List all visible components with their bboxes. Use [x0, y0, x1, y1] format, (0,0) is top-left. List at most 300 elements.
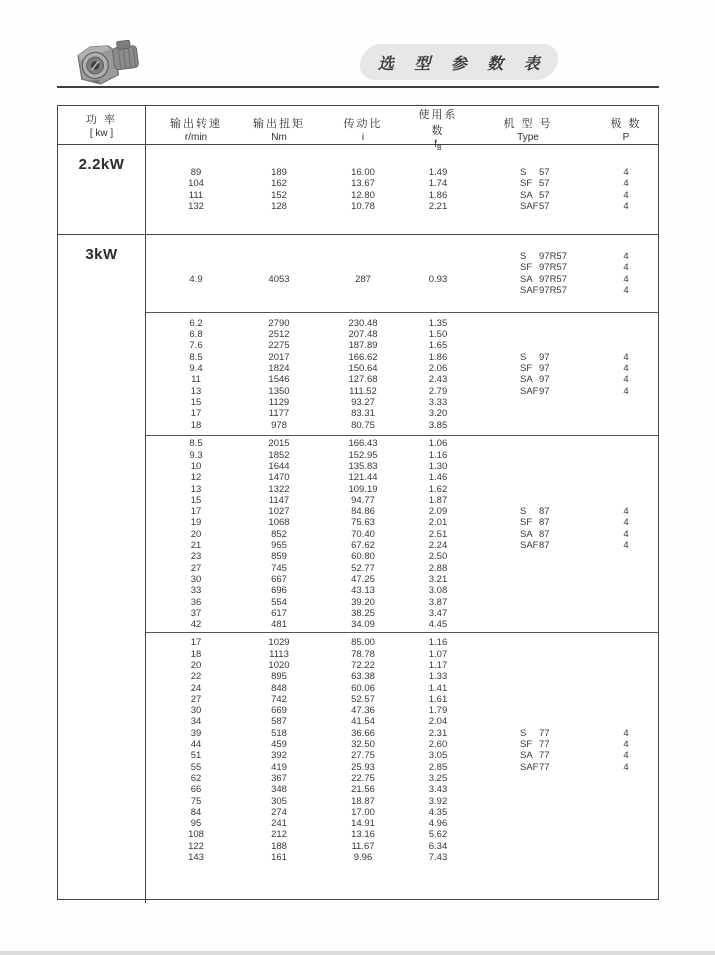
type-value: [462, 274, 594, 285]
poles-value: [594, 784, 658, 795]
service-factor-value: 1.35: [428, 317, 448, 329]
ratio-value: 287: [355, 273, 371, 285]
torque-value: 978: [271, 419, 287, 431]
ratio-value: 72.22: [351, 659, 375, 671]
service-factor-value: 1.07: [428, 648, 448, 660]
speed-value: 111: [188, 189, 204, 201]
torque-value: 2790: [268, 317, 290, 329]
type-prefix: SF: [520, 363, 533, 375]
torque-value: 848: [271, 682, 287, 694]
header-power-zh: 功 率: [85, 114, 118, 126]
poles-value: 4: [623, 273, 629, 285]
speed-value: 22: [190, 671, 202, 683]
speed-value: 15: [190, 396, 202, 408]
speed-value: 17: [190, 408, 202, 420]
service-factor-value: 1.79: [428, 705, 448, 717]
speed-value: 12: [190, 472, 202, 484]
table-row: [146, 340, 658, 351]
model-block: [146, 435, 658, 632]
table-row: [146, 597, 658, 608]
torque-value: 1824: [268, 363, 290, 375]
poles-value: [594, 397, 658, 408]
service-factor-value: 1.06: [428, 438, 448, 450]
type-value: [462, 190, 594, 201]
type-value: [462, 484, 594, 495]
table-row: [146, 201, 658, 212]
ratio-value: 16.00: [351, 167, 375, 178]
poles-value: [594, 841, 658, 852]
type-value: [462, 450, 594, 461]
type-value: [462, 683, 594, 694]
torque-value: 745: [271, 562, 287, 574]
type-value: [462, 739, 594, 750]
table-row: [146, 540, 658, 551]
table-row: [146, 784, 658, 795]
speed-value: 37: [190, 607, 202, 619]
type-model: 57: [539, 178, 550, 190]
type-value: [462, 728, 594, 739]
torque-value: 128: [271, 200, 287, 212]
type-value: [462, 637, 594, 648]
torque-value: 587: [271, 716, 287, 728]
table-body: [58, 145, 658, 903]
speed-value: 18: [190, 648, 202, 660]
table-row: [146, 495, 658, 506]
poles-value: 4: [623, 750, 629, 762]
service-factor-value: 6.34: [428, 840, 448, 852]
power-cell: [58, 145, 146, 234]
header-rule: [57, 86, 659, 88]
header-poles: 极 数 P: [610, 118, 642, 143]
ratio-value: 135.83: [348, 460, 378, 472]
type-value: [462, 529, 594, 540]
table-row: [146, 251, 658, 262]
torque-value: 1322: [268, 483, 290, 495]
type-model: 97R57: [539, 251, 567, 263]
poles-value: [594, 807, 658, 818]
table-row: [146, 841, 658, 852]
power-section: [58, 234, 658, 903]
table-row: [146, 649, 658, 660]
type-prefix: SF: [520, 178, 533, 190]
speed-value: 17: [190, 506, 202, 518]
table-row: [146, 374, 658, 385]
torque-value: 161: [271, 852, 287, 864]
torque-value: [246, 251, 312, 262]
type-model: 87: [539, 517, 550, 529]
table-row: [146, 167, 658, 178]
table-row: [146, 352, 658, 363]
power-label: 3kW: [85, 246, 118, 264]
ratio-value: 127.68: [348, 374, 378, 386]
poles-value: [594, 551, 658, 562]
service-factor-value: 1.61: [428, 693, 448, 705]
ratio-value: 38.25: [351, 607, 375, 619]
table-row: [146, 420, 658, 431]
poles-value: [594, 649, 658, 660]
torque-value: 481: [271, 619, 287, 631]
service-factor-value: 2.85: [428, 761, 448, 773]
torque-value: 274: [271, 806, 287, 818]
ratio-value: 94.77: [351, 494, 375, 506]
service-factor-value: 2.06: [428, 363, 448, 375]
table-row: [146, 716, 658, 727]
ratio-value: 109.19: [348, 483, 378, 495]
type-value: [462, 461, 594, 472]
speed-value: 39: [190, 727, 202, 739]
speed-value: 13: [190, 483, 202, 495]
service-factor-value: 2.04: [428, 716, 448, 728]
poles-value: 4: [623, 178, 629, 190]
torque-value: 1027: [268, 506, 290, 518]
type-prefix: SF: [520, 739, 533, 751]
ratio-value: 22.75: [351, 772, 375, 784]
service-factor-value: 3.43: [428, 784, 448, 796]
service-factor-value: 2.21: [428, 200, 448, 212]
speed-value: 8.5: [189, 438, 203, 450]
speed-value: 33: [190, 585, 202, 597]
poles-value: 4: [623, 251, 629, 263]
torque-value: 1177: [268, 408, 290, 420]
service-factor-value: 3.21: [428, 573, 448, 585]
service-factor-value: [414, 251, 462, 262]
torque-value: 554: [271, 596, 287, 608]
speed-value: 66: [190, 784, 202, 796]
poles-value: [594, 329, 658, 340]
poles-value: 4: [623, 262, 629, 274]
table-row: [146, 750, 658, 761]
torque-value: 617: [271, 607, 287, 619]
ratio-value: 166.62: [348, 351, 378, 363]
poles-value: [594, 420, 658, 431]
torque-value: 459: [271, 739, 287, 751]
model-block: [146, 145, 658, 234]
speed-value: 36: [190, 596, 202, 608]
service-factor-value: 5.62: [428, 829, 448, 841]
service-factor-value: 1.17: [428, 659, 448, 671]
type-value: [462, 363, 594, 374]
table-row: [146, 329, 658, 340]
page-title: 选 型 参 数 表: [378, 55, 548, 73]
type-model: 77: [539, 727, 550, 739]
table-row: [146, 852, 658, 863]
type-value: [462, 374, 594, 385]
type-prefix: S: [520, 167, 527, 178]
speed-value: 4.9: [189, 273, 203, 285]
type-prefix: SAF: [520, 200, 539, 212]
speed-value: [146, 262, 246, 273]
table-row: [146, 728, 658, 739]
torque-value: 1029: [268, 637, 290, 649]
poles-value: [594, 495, 658, 506]
speed-value: 30: [190, 705, 202, 717]
power-cell: [58, 235, 146, 903]
ratio-value: 78.78: [351, 648, 375, 660]
torque-value: 2015: [268, 438, 290, 450]
table-row: [146, 262, 658, 273]
poles-value: [594, 818, 658, 829]
poles-value: 4: [623, 761, 629, 773]
poles-value: 4: [623, 739, 629, 751]
service-factor-value: 2.01: [428, 517, 448, 529]
type-prefix: SA: [520, 750, 533, 762]
type-value: [462, 716, 594, 727]
type-value: [462, 852, 594, 863]
ratio-value: 85.00: [351, 637, 375, 649]
type-prefix: SA: [520, 189, 533, 201]
speed-value: 20: [190, 659, 202, 671]
header-type: 机 型 号 Type: [503, 118, 553, 143]
speed-value: 19: [190, 517, 202, 529]
ratio-value: 166.43: [348, 438, 378, 450]
table-row: [146, 517, 658, 528]
table-row: [146, 461, 658, 472]
type-model: 57: [539, 167, 550, 178]
service-factor-value: 1.16: [428, 637, 448, 649]
torque-value: 696: [271, 585, 287, 597]
table-row: [146, 506, 658, 517]
table-row: [146, 773, 658, 784]
table-row: [146, 739, 658, 750]
speed-value: 23: [190, 551, 202, 563]
poles-value: [594, 829, 658, 840]
ratio-value: 70.40: [351, 528, 375, 540]
poles-value: [594, 852, 658, 863]
torque-value: 4053: [268, 273, 290, 285]
table-row: [146, 619, 658, 630]
ratio-value: 52.57: [351, 693, 375, 705]
table-row: [146, 386, 658, 397]
type-value: [462, 178, 594, 189]
type-value: [462, 167, 594, 178]
torque-value: 212: [271, 829, 287, 841]
speed-value: 21: [190, 540, 202, 552]
poles-value: 4: [623, 374, 629, 386]
ratio-value: 63.38: [351, 671, 375, 683]
torque-value: 1350: [268, 385, 290, 397]
type-value: [462, 285, 594, 296]
ratio-value: 14.91: [351, 818, 375, 830]
torque-value: 241: [271, 818, 287, 830]
table-row: [146, 585, 658, 596]
poles-value: [594, 716, 658, 727]
header-power-en: [ kw ]: [89, 128, 114, 139]
poles-value: [594, 484, 658, 495]
table-row: [146, 190, 658, 201]
poles-value: [594, 450, 658, 461]
table-row: [146, 818, 658, 829]
ratio-value: 17.00: [351, 806, 375, 818]
table-row: [146, 438, 658, 449]
type-model: 87: [539, 506, 550, 518]
table-row: [146, 472, 658, 483]
table-row: [146, 574, 658, 585]
service-factor-value: 1.30: [428, 460, 448, 472]
speed-value: 42: [190, 619, 202, 631]
service-factor-value: 3.87: [428, 596, 448, 608]
table-row: [146, 637, 658, 648]
service-factor-value: 3.25: [428, 772, 448, 784]
type-prefix: SAF: [520, 385, 539, 397]
ratio-value: 121.44: [348, 472, 378, 484]
service-factor-value: 2.43: [428, 374, 448, 386]
speed-value: 51: [190, 750, 202, 762]
selection-parameter-table: [57, 105, 659, 900]
speed-value: 30: [190, 573, 202, 585]
type-value: [462, 807, 594, 818]
torque-value: 1470: [268, 472, 290, 484]
poles-value: [594, 318, 658, 329]
ratio-value: 47.36: [351, 705, 375, 717]
type-value: [462, 585, 594, 596]
torque-value: 152: [271, 189, 287, 201]
speed-value: 143: [188, 852, 204, 864]
type-value: [462, 841, 594, 852]
service-factor-value: 2.79: [428, 385, 448, 397]
type-model: 77: [539, 750, 550, 762]
title-banner: [354, 44, 564, 80]
ratio-value: 36.66: [351, 727, 375, 739]
ratio-value: 60.06: [351, 682, 375, 694]
ratio-value: 187.89: [348, 340, 378, 352]
service-factor-value: 1.49: [428, 167, 448, 178]
type-prefix: SF: [520, 517, 533, 529]
poles-value: [594, 438, 658, 449]
poles-value: [594, 408, 658, 419]
type-value: [462, 649, 594, 660]
service-factor-value: [414, 262, 462, 273]
speed-value: 13: [190, 385, 202, 397]
table-row: [146, 705, 658, 716]
header-speed: 输出转速 r/min: [170, 118, 222, 143]
service-factor-value: 1.62: [428, 483, 448, 495]
type-value: [462, 762, 594, 773]
ratio-value: 13.16: [351, 829, 375, 841]
type-value: [462, 517, 594, 528]
poles-value: 4: [623, 363, 629, 375]
type-value: [462, 608, 594, 619]
type-value: [462, 386, 594, 397]
model-block: [146, 235, 658, 312]
ratio-value: 150.64: [348, 363, 378, 375]
ratio-value: 41.54: [351, 716, 375, 728]
table-row: [146, 796, 658, 807]
type-model: 77: [539, 739, 550, 751]
ratio-value: 83.31: [351, 408, 375, 420]
service-factor-value: 2.51: [428, 528, 448, 540]
table-header: [58, 106, 658, 152]
service-factor-value: 1.46: [428, 472, 448, 484]
service-factor-value: 1.41: [428, 682, 448, 694]
service-factor-value: 2.50: [428, 551, 448, 563]
service-factor-value: 3.47: [428, 607, 448, 619]
poles-value: [594, 461, 658, 472]
service-factor-value: 1.74: [428, 178, 448, 190]
torque-value: 348: [271, 784, 287, 796]
torque-value: 2275: [268, 340, 290, 352]
type-prefix: SAF: [520, 285, 539, 297]
speed-value: 9.3: [189, 449, 203, 461]
type-value: [462, 551, 594, 562]
speed-value: 132: [188, 200, 204, 212]
type-value: [462, 660, 594, 671]
table-row: [146, 551, 658, 562]
poles-value: 4: [623, 540, 629, 552]
ratio-value: 230.48: [348, 317, 378, 329]
type-value: [462, 829, 594, 840]
ratio-value: 12.80: [351, 189, 375, 201]
speed-value: 15: [190, 494, 202, 506]
ratio-value: 21.56: [351, 784, 375, 796]
header-torque: 输出扭矩 Nm: [253, 118, 305, 143]
ratio-value: 9.96: [353, 852, 373, 864]
speed-value: 24: [190, 682, 202, 694]
speed-value: 11: [191, 374, 201, 386]
type-value: [462, 408, 594, 419]
ratio-value: [312, 285, 414, 296]
type-model: 87: [539, 528, 550, 540]
ratio-value: 84.86: [351, 506, 375, 518]
gearmotor-image: [70, 36, 144, 90]
torque-value: 367: [271, 772, 287, 784]
service-factor-value: 1.50: [428, 329, 448, 341]
speed-value: 104: [188, 178, 204, 190]
type-value: [462, 750, 594, 761]
service-factor-value: 1.33: [428, 671, 448, 683]
model-block: [146, 312, 658, 435]
type-value: [462, 262, 594, 273]
table-row: [146, 274, 658, 285]
type-prefix: S: [520, 727, 527, 739]
torque-value: 162: [271, 178, 287, 190]
poles-value: 4: [623, 285, 629, 297]
torque-value: 669: [271, 705, 287, 717]
type-value: [462, 318, 594, 329]
service-factor-value: 3.05: [428, 750, 448, 762]
type-model: 97: [539, 351, 550, 363]
torque-value: 742: [271, 693, 287, 705]
model-blocks: [146, 235, 658, 903]
torque-value: 419: [271, 761, 287, 773]
type-model: 97: [539, 374, 550, 386]
ratio-value: [312, 262, 414, 273]
speed-value: 27: [190, 693, 202, 705]
ratio-value: 27.75: [351, 750, 375, 762]
ratio-value: 34.09: [351, 619, 375, 631]
type-value: [462, 251, 594, 262]
table-row: [146, 608, 658, 619]
ratio-value: 47.25: [351, 573, 375, 585]
table-row: [146, 660, 658, 671]
ratio-value: 75.63: [351, 517, 375, 529]
type-value: [462, 397, 594, 408]
torque-value: 1068: [268, 517, 290, 529]
speed-value: 44: [190, 739, 202, 751]
type-prefix: SA: [520, 374, 533, 386]
service-factor-value: 3.92: [428, 795, 448, 807]
service-factor-value: 2.24: [428, 540, 448, 552]
service-factor-value: 2.60: [428, 739, 448, 751]
table-row: [146, 178, 658, 189]
type-value: [462, 438, 594, 449]
table-row: [146, 694, 658, 705]
type-value: [462, 784, 594, 795]
torque-value: 2512: [268, 329, 290, 341]
type-value: [462, 420, 594, 431]
type-value: [462, 773, 594, 784]
type-model: 97R57: [539, 285, 567, 297]
type-prefix: S: [520, 506, 527, 518]
